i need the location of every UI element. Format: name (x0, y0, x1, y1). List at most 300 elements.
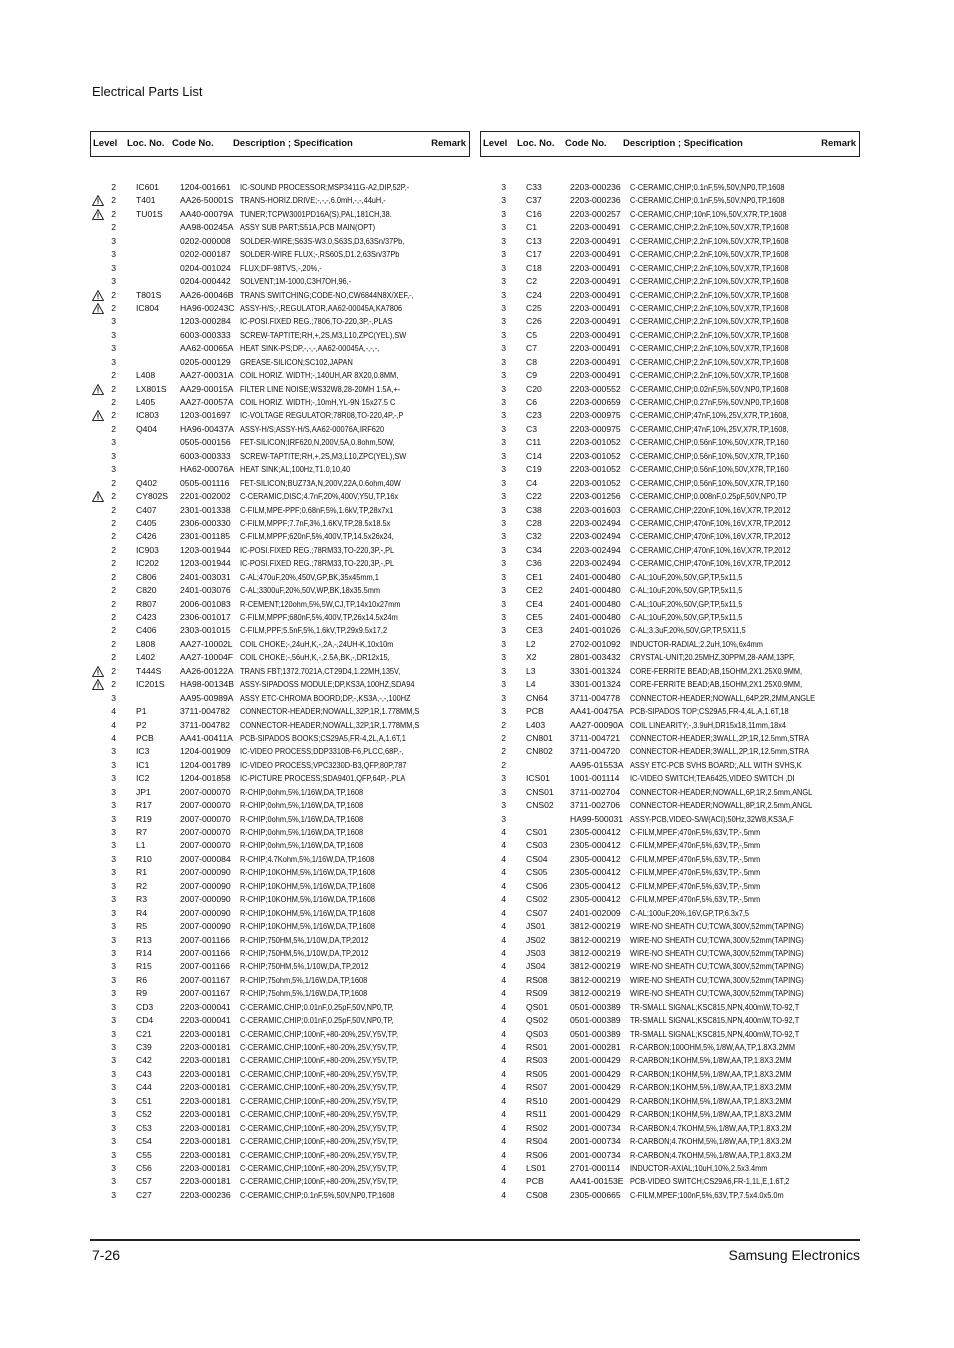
table-row (480, 1189, 860, 1202)
row-level: 4 (501, 1149, 506, 1160)
table-row (90, 719, 470, 732)
row-desc: C-CERAMIC,CHIP;2.2nF,10%,50V,X7R,TP,1608 (630, 370, 789, 381)
row-level: 4 (501, 988, 506, 999)
row-level: 2 (111, 531, 116, 542)
table-row (90, 208, 470, 221)
row-loc: C21 (136, 1028, 152, 1039)
row-code: 2701-000114 (570, 1162, 621, 1173)
row-desc: C-FILM,PPF;5.5nF,5%,1.6kV,TP,29x9.5x17,2 (240, 625, 388, 636)
row-level: 3 (111, 974, 116, 985)
row-loc: RS11 (526, 1109, 547, 1120)
row-level: 3 (501, 397, 506, 407)
row-code: 2001-000429 (570, 1082, 621, 1093)
row-desc: C-FILM,MPEF;470nF,5%,63V,TP,-,5mm (630, 867, 761, 878)
row-level: 4 (501, 907, 506, 918)
table-row (480, 1001, 860, 1014)
row-desc: C-FILM,MPEF;100nF,5%,63V,TP,7.5x4.0x5.0m (630, 1189, 784, 1200)
row-desc: SOLDER-WIRE;S63S-W3.0,S63S,D3,63Sn/37Pb, (240, 235, 405, 246)
table-row (90, 678, 470, 691)
table-row (480, 450, 860, 463)
row-level: 3 (501, 665, 506, 676)
row-level: 4 (501, 880, 506, 891)
row-level: 3 (501, 302, 506, 313)
row-code: 6003-000333 (180, 329, 231, 340)
table-row (480, 584, 860, 597)
row-level: 3 (501, 692, 506, 703)
table-row (90, 1175, 470, 1188)
row-level: 2 (501, 759, 506, 770)
row-code: 2203-002494 (570, 544, 621, 555)
row-code: 2305-000412 (570, 853, 621, 864)
table-row (480, 611, 860, 624)
row-code: 2203-000181 (180, 1176, 231, 1187)
row-code: 2401-003031 (180, 571, 231, 582)
row-loc: R2 (136, 880, 147, 891)
table-row (480, 678, 860, 691)
row-code: 2301-001338 (180, 504, 231, 515)
row-desc: IC-VIDEO PROCESS;DDP3310B-F6,PLCC,68P,-, (240, 746, 404, 757)
table-row (480, 1041, 860, 1054)
row-desc: C-CERAMIC,CHIP;0.01nF,0.25pF,50V,NP0,TP, (240, 1015, 394, 1026)
row-code: 3812-000219 (570, 947, 621, 958)
table-row (90, 813, 470, 826)
row-code: 0204-001024 (180, 262, 231, 273)
row-level: 3 (111, 827, 116, 837)
row-loc: C28 (526, 517, 542, 528)
row-loc: R10 (136, 853, 152, 864)
row-desc: C-FILM,MPEF;470nF,5%,63V,TP,-,5mm (630, 827, 761, 837)
row-level: 2 (111, 208, 116, 219)
table-row (480, 409, 860, 422)
row-code: 2303-001015 (180, 625, 231, 636)
table-row (480, 665, 860, 678)
row-level: 3 (111, 988, 116, 999)
row-desc: C-AL;3.3uF,20%,50V,GP,TP,5X11,5 (630, 625, 746, 636)
table-row (480, 638, 860, 651)
row-loc: CNS01 (526, 786, 554, 797)
row-loc: R5 (136, 921, 147, 932)
row-level: 3 (501, 625, 506, 636)
row-desc: C-CERAMIC,CHIP;2.2nF,10%,50V,X7R,TP,1608 (630, 289, 789, 300)
row-level: 3 (111, 907, 116, 918)
row-code: AA29-00015A (180, 383, 234, 394)
row-level: 3 (501, 329, 506, 340)
row-level: 4 (501, 1055, 506, 1066)
table-row (480, 1081, 860, 1094)
row-desc: C-CERAMIC,CHIP;0.56nF,10%,50V,X7R,TP,160 (630, 477, 789, 488)
header-code: Code No. (172, 138, 214, 149)
table-row (480, 705, 860, 718)
table-row (480, 719, 860, 732)
row-level: 3 (501, 383, 506, 394)
row-loc: CY802S (136, 491, 169, 502)
row-loc: C16 (526, 208, 542, 219)
row-code: 3711-004721 (570, 732, 621, 743)
row-level: 3 (111, 894, 116, 905)
table-body (480, 181, 860, 1202)
table-row (480, 1068, 860, 1081)
row-level: 3 (501, 504, 506, 515)
row-loc: X2 (526, 652, 537, 663)
row-code: 2007-000070 (180, 813, 231, 824)
row-loc: R9 (136, 988, 147, 999)
header-loc: Loc. No. (127, 138, 165, 149)
row-loc: CE1 (526, 571, 543, 582)
row-desc: R-CHIP;10KOHM,5%,1/16W,DA,TP,1608 (240, 894, 376, 905)
row-loc: Q404 (136, 423, 158, 434)
row-loc: T401 (136, 195, 156, 206)
row-level: 3 (111, 276, 116, 287)
row-loc: T444S (136, 665, 162, 676)
row-level: 3 (111, 1015, 116, 1026)
table-row (90, 356, 470, 369)
row-desc: COIL HORIZ. WIDTH;-,10mH,YL-9N 15x27.5 C (240, 397, 396, 407)
table-row (90, 611, 470, 624)
row-level: 3 (501, 706, 506, 717)
row-desc: SCREW-TAPTITE;RH,+,2S,M3,L10,ZPC(YEL),SW (240, 329, 407, 340)
row-loc: RS04 (526, 1136, 548, 1147)
table-row (90, 584, 470, 597)
row-code: 2305-000412 (570, 840, 621, 851)
table-row (480, 302, 860, 315)
header-remark: Remark (821, 138, 856, 149)
row-code: 3812-000219 (570, 988, 621, 999)
row-desc: R-CARBON;1KOHM,5%,1/8W,AA,TP,1.8X3.2MM (630, 1082, 792, 1093)
table-row (480, 194, 860, 207)
table-row (480, 745, 860, 758)
row-loc: C4 (526, 477, 537, 488)
table-row (90, 665, 470, 678)
table-row (480, 1095, 860, 1108)
row-desc: WIRE-NO SHEATH CU;TCWA,300V,52mm(TAPING) (630, 974, 804, 985)
table-row (90, 598, 470, 611)
row-loc: C11 (526, 437, 542, 448)
row-desc: C-CERAMIC,CHIP;2.2nF,10%,50V,X7R,TP,1608 (630, 222, 789, 233)
row-level: 4 (501, 1095, 506, 1106)
row-desc: C-CERAMIC,CHIP;47nF,10%,25V,X7R,TP,1608, (630, 410, 789, 421)
row-code: 2203-000181 (180, 1109, 231, 1120)
row-desc: C-CERAMIC,CHIP;0.1nF,5%,50V,NP0,TP,1608 (630, 195, 785, 206)
row-desc: C-AL;10uF,20%,50V,GP,TP,5x11,5 (630, 571, 743, 582)
table-row (90, 745, 470, 758)
table-row (480, 289, 860, 302)
row-level: 3 (501, 800, 506, 811)
row-desc: C-CERAMIC,CHIP;0.1nF,5%,50V,NP0,TP,1608 (240, 1189, 395, 1200)
row-desc: C-CERAMIC,CHIP;0.56nF,10%,50V,X7R,TP,160 (630, 450, 789, 461)
row-code: 6003-000333 (180, 450, 231, 461)
row-level: 4 (501, 1015, 506, 1026)
row-loc: C57 (136, 1176, 152, 1187)
table-row (90, 1162, 470, 1175)
row-level: 2 (111, 585, 116, 596)
row-desc: C-AL;10uF,20%,50V,GP,TP,5x11,5 (630, 598, 743, 609)
row-desc: C-CERAMIC,CHIP;220nF,10%,16V,X7R,TP,2012 (630, 504, 791, 515)
row-loc: ICS01 (526, 773, 550, 784)
table-row (90, 1122, 470, 1135)
table-row (90, 826, 470, 839)
row-loc: C13 (526, 235, 542, 246)
row-level: 3 (501, 638, 506, 649)
row-loc: RS05 (526, 1068, 548, 1079)
table-row (480, 1108, 860, 1121)
row-code: AA27-00031A (180, 370, 234, 381)
row-code: 2203-000491 (570, 262, 621, 273)
row-level: 3 (501, 370, 506, 381)
row-code: 2203-000181 (180, 1122, 231, 1133)
table-row (90, 759, 470, 772)
row-loc: R7 (136, 827, 147, 837)
row-level: 4 (501, 840, 506, 851)
row-loc: C405 (136, 517, 157, 528)
row-level: 3 (501, 343, 506, 354)
row-level: 3 (111, 1028, 116, 1039)
row-level: 2 (111, 182, 116, 192)
row-loc: RS09 (526, 988, 548, 999)
table-row (90, 235, 470, 248)
row-code: 2007-001166 (180, 934, 231, 945)
row-loc: C5 (526, 329, 537, 340)
row-code: 3711-002706 (570, 800, 621, 811)
row-desc: C-CERAMIC,CHIP;0.27nF,5%,50V,NP0,TP,1608 (630, 397, 789, 407)
table-row (90, 436, 470, 449)
row-loc: R4 (136, 907, 147, 918)
row-loc: C17 (526, 249, 542, 260)
table-row (480, 1122, 860, 1135)
row-level: 4 (501, 827, 506, 837)
row-level: 3 (501, 477, 506, 488)
row-level: 3 (111, 1068, 116, 1079)
row-level: 3 (111, 1082, 116, 1093)
row-code: AA98-00245A (180, 222, 234, 233)
row-level: 3 (501, 585, 506, 596)
row-level: 3 (111, 329, 116, 340)
table-row (480, 490, 860, 503)
table-row (480, 342, 860, 355)
row-code: 2001-000429 (570, 1095, 621, 1106)
row-code: 2203-000491 (570, 329, 621, 340)
row-level: 4 (501, 1001, 506, 1012)
row-level: 3 (111, 1109, 116, 1120)
row-loc: C33 (526, 182, 542, 192)
table-body (90, 181, 470, 1202)
row-code: 1204-001858 (180, 773, 231, 784)
table-row (480, 624, 860, 637)
row-loc: R3 (136, 894, 147, 905)
row-level: 3 (111, 759, 116, 770)
row-desc: WIRE-NO SHEATH CU;TCWA,300V,52mm(TAPING) (630, 947, 804, 958)
row-level: 3 (501, 544, 506, 555)
row-level: 4 (501, 1028, 506, 1039)
row-code: 3301-001324 (570, 665, 621, 676)
row-level: 3 (111, 853, 116, 864)
row-desc: IC-VOLTAGE REGULATOR;78R08,TO-220,4P,-,P (240, 410, 404, 421)
table-row (480, 987, 860, 1000)
row-level: 3 (501, 786, 506, 797)
table-row (480, 571, 860, 584)
row-desc: TRANS-HORIZ.DRIVE;-,-,-,6.0mH,-,-,44uH,- (240, 195, 386, 206)
table-row (90, 692, 470, 705)
row-code: 3711-002704 (570, 786, 621, 797)
table-row (480, 1162, 860, 1175)
row-loc: C22 (526, 491, 542, 502)
header-desc: Description ; Specification (233, 138, 353, 149)
row-desc: R-CHIP;10KOHM,5%,1/16W,DA,TP,1608 (240, 921, 376, 932)
row-loc: IC2 (136, 773, 150, 784)
row-level: 3 (111, 813, 116, 824)
table-row (90, 1149, 470, 1162)
row-level: 2 (111, 504, 116, 515)
row-desc: ASSY SUB PART;S51A,PCB MAIN(OPT) (240, 222, 376, 233)
table-row (480, 598, 860, 611)
row-desc: COIL LINEARITY;-,3.9uH,DR15x18,11mm,18x4 (630, 719, 787, 730)
row-level: 3 (501, 249, 506, 260)
row-desc: C-CERAMIC,CHIP;100nF,+80-20%,25V,Y5V,TP, (240, 1149, 399, 1160)
row-code: 2007-000090 (180, 921, 231, 932)
row-loc: C20 (526, 383, 542, 394)
row-desc: R-CARBON;1KOHM,5%,1/8W,AA,TP,1.8X3.2MM (630, 1109, 792, 1120)
row-code: 0505-000156 (180, 437, 231, 448)
row-code: HA62-00076A (180, 464, 234, 475)
row-level: 3 (501, 208, 506, 219)
row-loc: IC1 (136, 759, 150, 770)
row-desc: C-CERAMIC,CHIP;2.2nF,10%,50V,X7R,TP,1608 (630, 356, 789, 367)
row-loc: C806 (136, 571, 157, 582)
row-loc: CS02 (526, 894, 548, 905)
row-level: 3 (111, 692, 116, 703)
table-row (90, 1054, 470, 1067)
row-loc: CE3 (526, 625, 543, 636)
row-code: 2203-001052 (570, 450, 621, 461)
table-row (90, 396, 470, 409)
row-loc: CD3 (136, 1001, 154, 1012)
row-code: 2203-000181 (180, 1149, 231, 1160)
row-desc: TRANS SWITCHING;CODE-NO,CW6844N8X/XEF,-, (240, 289, 414, 300)
row-level: 3 (501, 222, 506, 233)
row-code: 2007-000084 (180, 853, 231, 864)
row-code: AA27-00090A (570, 719, 624, 730)
row-code: 2201-002002 (180, 491, 231, 502)
row-code: 1204-001789 (180, 759, 231, 770)
row-code: 2203-000659 (570, 397, 621, 407)
row-code: 2203-000041 (180, 1015, 231, 1026)
row-level: 4 (501, 961, 506, 972)
row-level: 3 (111, 1095, 116, 1106)
row-code: 2203-000491 (570, 356, 621, 367)
row-level: 3 (111, 840, 116, 851)
row-loc: C38 (526, 504, 542, 515)
row-code: 1204-001661 (180, 182, 231, 192)
table-row (90, 329, 470, 342)
row-desc: C-CERAMIC,DISC;4.7nF,20%,400V,Y5U,TP,16x (240, 491, 399, 502)
row-desc: IC-VIDEO SWITCH;TEA6425,VIDEO SWITCH ,DI (630, 773, 795, 784)
row-desc: TUNER;TCPW3001PD16A(S),PAL,181CH,38. (240, 208, 392, 219)
row-desc: C-AL;470uF,20%,450V,GP,BK,35x45mm,1 (240, 571, 379, 582)
row-code: 2203-001256 (570, 491, 621, 502)
row-level: 3 (111, 316, 116, 327)
row-loc: L405 (136, 397, 156, 407)
row-desc: C-CERAMIC,CHIP;470nF,10%,16V,X7R,TP,2012 (630, 558, 791, 569)
row-desc: R-CARBON;4.7KOHM,5%,1/8W,AA,TP,1.8X3.2M (630, 1136, 792, 1147)
row-desc: C-CERAMIC,CHIP;100nF,+80-20%,25V,Y5V,TP, (240, 1176, 399, 1187)
row-code: 2203-001052 (570, 464, 621, 475)
row-level: 3 (501, 316, 506, 327)
row-loc: C19 (526, 464, 542, 475)
row-loc: TU01S (136, 208, 163, 219)
table-row (90, 490, 470, 503)
row-code: AA27-00057A (180, 397, 234, 407)
row-code: AA40-00079A (180, 208, 234, 219)
row-code: 0501-000389 (570, 1001, 621, 1012)
table-row (480, 544, 860, 557)
row-desc: C-FILM,MPPF;680nF,5%,400V,TP,26x14.5x24m (240, 612, 398, 622)
row-code: 2203-000491 (570, 249, 621, 260)
row-level: 3 (501, 679, 506, 690)
table-row (480, 813, 860, 826)
row-level: 2 (111, 517, 116, 528)
table-row (480, 786, 860, 799)
row-code: 2203-000491 (570, 276, 621, 287)
row-code: 2203-002494 (570, 517, 621, 528)
row-loc: P2 (136, 719, 147, 730)
row-desc: CONNECTOR-HEADER;NOWALL,64P,2R,2MM,ANGLE (630, 692, 816, 703)
row-level: 4 (501, 934, 506, 945)
row-code: 2203-000181 (180, 1082, 231, 1093)
row-level: 2 (111, 679, 116, 690)
row-code: 2203-000181 (180, 1136, 231, 1147)
row-desc: C-AL;100uF,20%,16V,GP,TP,6.3x7,5 (630, 907, 750, 918)
row-code: 2203-001052 (570, 477, 621, 488)
row-desc: PCB-SIPADOS TOP;CS29A5,FR-4,4L,A,1.6T,18 (630, 706, 789, 717)
row-desc: C-CERAMIC,CHIP;2.2nF,10%,50V,X7R,TP,1608 (630, 316, 789, 327)
row-loc: C26 (526, 316, 542, 327)
table-row (480, 1054, 860, 1067)
footer-brand: Samsung Electronics (728, 1247, 860, 1263)
row-desc: C-CERAMIC,CHIP;0.56nF,10%,50V,X7R,TP,160 (630, 437, 789, 448)
row-code: 2305-000412 (570, 894, 621, 905)
row-desc: R-CHIP;0ohm,5%,1/16W,DA,TP,1608 (240, 786, 364, 797)
row-desc: C-CERAMIC,CHIP;100nF,+80-20%,25V,Y5V,TP, (240, 1068, 399, 1079)
parts-table-right (480, 131, 860, 1200)
table-row (90, 1081, 470, 1094)
row-desc: FILTER LINE NOISE;WS32W8,28-20MH 1.5A,+- (240, 383, 401, 394)
row-loc: C56 (136, 1162, 152, 1173)
table-row (90, 517, 470, 530)
row-desc: R-CHIP;10KOHM,5%,1/16W,DA,TP,1608 (240, 867, 376, 878)
row-desc: C-CERAMIC,CHIP;2.2nF,10%,50V,X7R,TP,1608 (630, 276, 789, 287)
row-desc: C-CERAMIC,CHIP;2.2nF,10%,50V,X7R,TP,1608 (630, 262, 789, 273)
table-row (480, 383, 860, 396)
table-row (480, 1028, 860, 1041)
table-row (480, 732, 860, 745)
row-loc: C2 (526, 276, 537, 287)
row-desc: C-CERAMIC,CHIP;470nF,10%,16V,X7R,TP,2012 (630, 544, 791, 555)
row-loc: QS03 (526, 1028, 548, 1039)
row-level: 3 (111, 1189, 116, 1200)
row-desc: R-CARBON;1KOHM,5%,1/8W,AA,TP,1.8X3.2MM (630, 1068, 792, 1079)
row-level: 4 (501, 894, 506, 905)
row-desc: C-CERAMIC,CHIP;100nF,+80-20%,25V,Y5V,TP, (240, 1055, 399, 1066)
row-code: 2203-001603 (570, 504, 621, 515)
row-desc: R-CARBON;1KOHM,5%,1/8W,AA,TP,1.8X3.2MM (630, 1095, 792, 1106)
row-level: 4 (501, 1176, 506, 1187)
row-desc: R-CHIP;0ohm,5%,1/16W,DA,TP,1608 (240, 827, 364, 837)
row-code: 0202-000008 (180, 235, 231, 246)
row-desc: CORE-FERRITE BEAD;AB,15OHM,2X1.25X0.9MM, (630, 679, 803, 690)
row-code: 2801-003432 (570, 652, 621, 663)
row-desc: IC-POSI.FIXED REG.;78RM33,TO-220,3P,-,PL (240, 544, 395, 555)
row-level: 2 (111, 491, 116, 502)
table-row (90, 705, 470, 718)
